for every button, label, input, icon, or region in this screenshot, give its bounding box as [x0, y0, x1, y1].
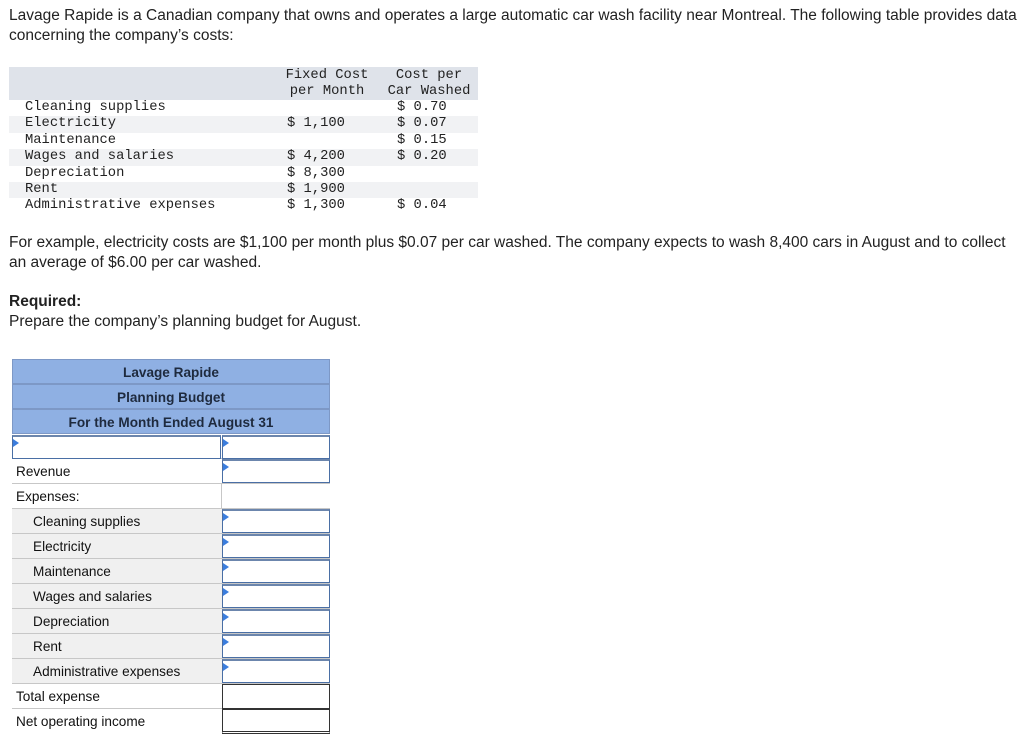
column-header-field[interactable]: [223, 437, 329, 458]
total-expense-cell: [222, 684, 330, 709]
fixed-cost-header: Fixed Cost per Month: [285, 68, 369, 99]
planning-budget-table: [12, 359, 330, 734]
example-text: For example, electricity costs are $1,100 per month plus $0.07 per car washed. The company expects to wash 8,400 cars in August and to collect an average of $6.00 per car washed.: [9, 234, 1006, 271]
cost-label: Electricity: [25, 116, 117, 132]
required-title: Required:: [9, 293, 82, 310]
expense-row: [12, 509, 330, 534]
expense-label: Rent: [33, 639, 62, 654]
cost-row: [9, 198, 478, 214]
expense-label: Depreciation: [33, 614, 110, 629]
column-header-row: [12, 434, 330, 459]
revenue-input[interactable]: [222, 459, 330, 483]
fixed-cost-value: $ 1,900: [287, 181, 345, 197]
net-operating-income-row: [12, 709, 330, 734]
cost-label: Maintenance: [25, 132, 117, 148]
cost-row: [9, 116, 478, 132]
fixed-cost-value: $ 4,200: [287, 149, 345, 165]
expense-row: [12, 584, 330, 609]
fixed-cost-value: $ 1,100: [287, 116, 345, 132]
expense-label: Maintenance: [33, 564, 111, 579]
expense-label: Wages and salaries: [33, 589, 152, 604]
expense-input[interactable]: [222, 509, 330, 533]
net-operating-income-cell: [222, 709, 330, 734]
cost-label: Cleaning supplies: [25, 100, 166, 115]
total-expense-row: [12, 684, 330, 709]
expense-row: [12, 559, 330, 584]
revenue-field[interactable]: [223, 461, 329, 482]
column-label-field[interactable]: [13, 437, 220, 458]
wages-field[interactable]: [223, 586, 329, 607]
budget-title: Planning Budget: [12, 384, 330, 409]
budget-company-name: Lavage Rapide: [12, 359, 330, 384]
variable-cost-value: $ 0.04: [397, 198, 447, 214]
revenue-label: Revenue: [16, 464, 71, 479]
variable-cost-value: $ 0.15: [397, 132, 447, 148]
expenses-header-row: [12, 484, 330, 509]
column-label-input[interactable]: [12, 435, 221, 459]
cost-label: Administrative expenses: [25, 198, 216, 214]
expense-input[interactable]: [222, 559, 330, 583]
total-expense-label: Total expense: [16, 689, 100, 704]
cost-row: [9, 133, 478, 149]
expense-label: Administrative expenses: [33, 664, 181, 679]
expenses-blank-cell: [221, 484, 329, 508]
electricity-field[interactable]: [223, 536, 329, 557]
fixed-cost-value: $ 8,300: [287, 165, 345, 181]
cost-label: Depreciation: [25, 165, 125, 181]
fixed-cost-value: $ 1,300: [287, 198, 345, 214]
variable-cost-value: $ 0.20: [397, 149, 447, 165]
expense-row: [12, 634, 330, 659]
variable-cost-value: $ 0.70: [397, 100, 447, 115]
administrative-field[interactable]: [223, 661, 329, 682]
maintenance-field[interactable]: [223, 561, 329, 582]
variable-cost-header: Cost per Car Washed: [387, 68, 471, 99]
cost-row: [9, 100, 478, 116]
variable-cost-value: $ 0.07: [397, 116, 447, 132]
expense-row: [12, 609, 330, 634]
depreciation-field[interactable]: [223, 611, 329, 632]
expense-input[interactable]: [222, 659, 330, 683]
expense-label: Cleaning supplies: [33, 514, 141, 529]
budget-period: For the Month Ended August 31: [12, 409, 330, 434]
rent-field[interactable]: [223, 636, 329, 657]
intro-text: Lavage Rapide is a Canadian company that owns and operates a large automatic car wash facility near Montreal. The following table provides data concerning the company’s costs:: [9, 7, 1017, 44]
column-header-input[interactable]: [222, 435, 330, 459]
expense-input[interactable]: [222, 634, 330, 658]
expenses-label: Expenses:: [16, 489, 80, 504]
net-operating-income-label: Net operating income: [16, 714, 146, 729]
cost-row: [9, 149, 478, 165]
cost-table-header: [9, 67, 478, 100]
expense-input[interactable]: [222, 534, 330, 558]
cost-row: [9, 182, 478, 198]
cost-label: Wages and salaries: [25, 149, 175, 165]
expense-input[interactable]: [222, 584, 330, 608]
cost-label: Rent: [25, 181, 59, 197]
expense-row: [12, 659, 330, 684]
expense-row: [12, 534, 330, 559]
cost-data-table: [9, 67, 478, 215]
cleaning-supplies-field[interactable]: [223, 511, 329, 532]
required-text: Prepare the company’s planning budget for August.: [9, 313, 362, 330]
cost-row: [9, 166, 478, 182]
expense-input[interactable]: [222, 609, 330, 633]
expense-label: Electricity: [33, 539, 92, 554]
revenue-row: [12, 459, 330, 484]
